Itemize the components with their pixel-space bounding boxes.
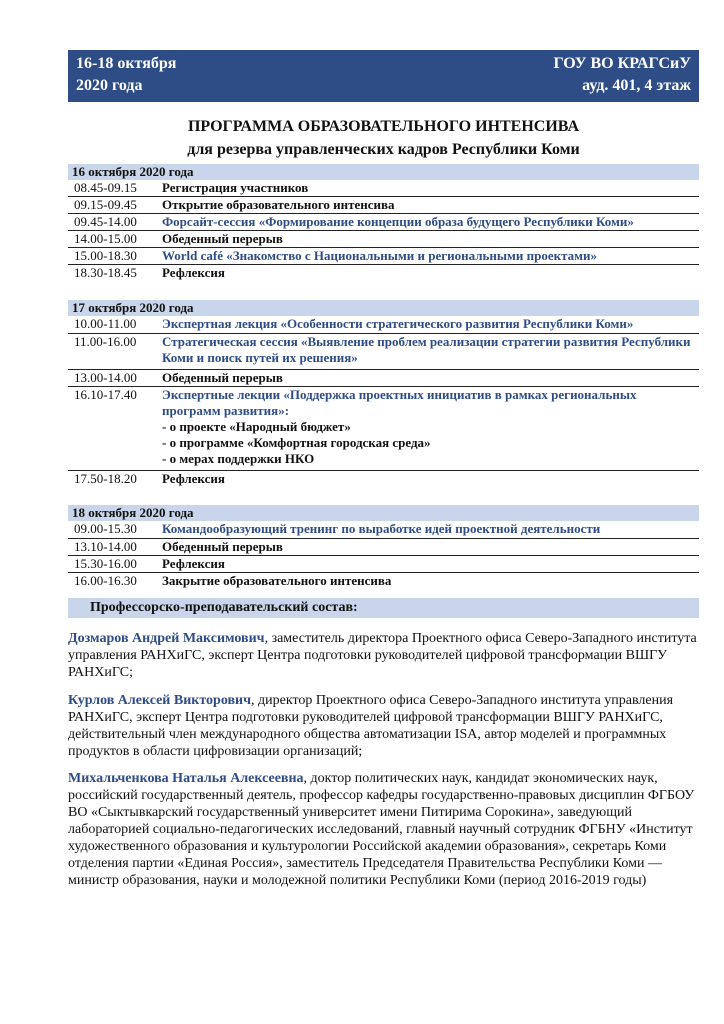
schedule-row (68, 556, 699, 573)
row-time: 16.00-16.30 (74, 573, 137, 588)
schedule-row (68, 180, 699, 197)
schedule-row (68, 521, 699, 539)
row-event: Стратегическая сессия «Выявление проблем реализации стратегии развития Республики Коми и поиск путей их решения» (162, 334, 691, 365)
row-event: Форсайт-сессия «Формирование концепции образа будущего Республики Коми» (162, 214, 634, 229)
row-time: 18.30-18.45 (74, 265, 137, 280)
program-title: ПРОГРАММА ОБРАЗОВАТЕЛЬНОГО ИНТЕНСИВА (187, 118, 580, 135)
day-header-1: 16 октября 2020 года (68, 164, 699, 180)
row-event: Рефлексия (162, 471, 225, 486)
row-event: Рефлексия (162, 556, 225, 571)
staff-description: , доктор политических наук, кандидат экономических наук, российский государственный деятель, профессор кафедры государственно-правовых дисциплин ФГБОУ ВО «Сыктывкарский государственный университет имени Питирима Сорокина», заведующий лабораторией социально-педагогических исследований, главный научный сотрудник ФГБНУ «Институт художественного образования и культурологии Российской академии образования», секретарь Коми отделения партии «Единая Россия», заместитель Председателя Правительства Республики Коми — министр образования, науки и молодежной политики Республики Коми (период 2016-2019 годы) (68, 771, 695, 888)
row-time: 13.10-14.00 (74, 539, 137, 554)
row-event: Обеденный перерыв (162, 370, 283, 385)
schedule-row (68, 387, 699, 471)
row-time: 16.10-17.40 (74, 387, 137, 402)
row-event: Открытие образовательного интенсива (162, 197, 395, 212)
header-org-line1: ГОУ ВО КРАГСиУ (553, 55, 691, 72)
header-dates-line1: 16-18 октября (76, 55, 177, 72)
staff-bio (68, 770, 700, 889)
row-event: Экспертная лекция «Особенности стратегического развития Республики Коми» (162, 316, 634, 331)
row-time: 10.00-11.00 (74, 316, 137, 331)
staff-heading: Профессорско-преподавательский состав: (68, 598, 699, 618)
day-header-2: 17 октября 2020 года (68, 300, 699, 316)
schedule-row (68, 214, 699, 231)
row-time: 15.30-16.00 (74, 556, 137, 571)
row-event: Закрытие образовательного интенсива (162, 573, 392, 588)
header-dates-line2: 2020 года (76, 77, 143, 94)
row-time: 17.50-18.20 (74, 471, 137, 486)
day-header-3: 18 октября 2020 года (68, 505, 699, 521)
staff-name: Дозмаров Андрей Максимович (68, 631, 265, 646)
row-event: Командообразующий тренинг по выработке идей проектной деятельности (162, 521, 601, 536)
schedule-row (68, 316, 699, 334)
row-time: 09.15-09.45 (74, 197, 137, 212)
row-event-subitem: - о проекте «Народный бюджет» (162, 419, 351, 434)
row-event: World café «Знакомство с Национальными и региональными проектами» (162, 248, 598, 263)
schedule-row (68, 370, 699, 387)
row-time: 09.00-15.30 (74, 521, 137, 536)
row-time: 13.00-14.00 (74, 370, 137, 385)
row-event: Рефлексия (162, 265, 225, 280)
row-time: 11.00-16.00 (74, 334, 137, 349)
schedule-row (68, 471, 699, 488)
row-time: 08.45-09.15 (74, 180, 137, 195)
schedule-row (68, 573, 699, 590)
program-subtitle: для резерва управленческих кадров Республики Коми (187, 141, 580, 158)
row-event: Обеденный перерыв (162, 539, 283, 554)
row-time: 09.45-14.00 (74, 214, 137, 229)
schedule-row (68, 231, 699, 248)
schedule-row (68, 265, 699, 282)
row-time: 14.00-15.00 (74, 231, 137, 246)
row-event: Обеденный перерыв (162, 231, 283, 246)
row-time: 15.00-18.30 (74, 248, 137, 263)
row-event-subitem: - о мерах поддержки НКО (162, 451, 315, 466)
header-bar (68, 50, 699, 102)
row-event: Регистрация участников (162, 180, 309, 195)
staff-bio (68, 692, 700, 760)
schedule-row (68, 248, 699, 265)
staff-name: Михальченкова Наталья Алексеевна (68, 771, 304, 786)
staff-description: , директор Проектного офиса Северо-Западного института управления РАНХиГС, эксперт Центра подготовки руководителей цифровой трансформации ВШГУ РАНХиГС, действительный член международного общества автоматизации ISA, автор моделей и программных продуктов в области цифровизации организаций; (68, 693, 674, 759)
schedule-row (68, 334, 699, 370)
schedule-row (68, 197, 699, 214)
row-event-title: Экспертные лекции «Поддержка проектных инициатив в рамках региональных программ развития»: (162, 387, 637, 418)
staff-bio (68, 630, 700, 681)
staff-description: , заместитель директора Проектного офиса Северо-Западного института управления РАНХиГС, эксперт Центра подготовки руководителей цифровой трансформации ВШГУ РАНХиГС; (68, 631, 697, 680)
row-event-subitem: - о программе «Комфортная городская среда» (162, 435, 431, 450)
header-org-line2: ауд. 401, 4 этаж (582, 77, 691, 94)
schedule-row (68, 539, 699, 556)
staff-name: Курлов Алексей Викторович (68, 693, 251, 708)
row-event (162, 387, 697, 467)
